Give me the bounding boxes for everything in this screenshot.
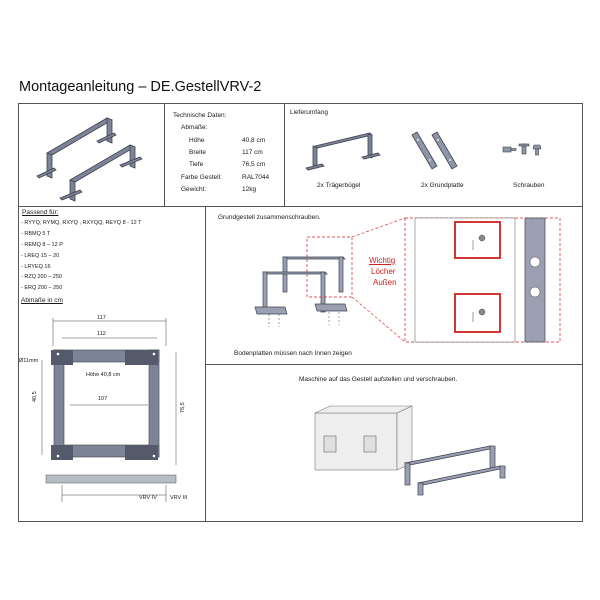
fits-model-3: - REMQ 8 – 12 P: [21, 242, 63, 248]
tech-weight-label: Gewicht:: [181, 186, 207, 193]
document-title: Montageanleitung – DE.GestellVRV-2: [19, 79, 262, 95]
base-plate-image: [408, 130, 463, 172]
dim-outer-width: 117: [97, 315, 106, 321]
tech-width-label: Breite: [189, 149, 206, 156]
assembly-note: Bodenplatten müssen nach Innen zeigen: [234, 350, 352, 357]
assembly-heading: Grundgestell zusammenschrauben.: [218, 214, 321, 221]
fits-model-2: - RBMQ 5 T: [21, 231, 51, 237]
tech-width-value: 117 cm: [242, 149, 263, 156]
warning-outside: Außen: [373, 278, 397, 287]
fits-model-6: - RZQ 200 – 250: [21, 274, 62, 280]
dimension-drawing: [18, 310, 205, 515]
col-divider-top-1: [164, 103, 165, 206]
row-divider-right: [205, 364, 583, 365]
scope-item-bracket: 2x Trägerbügel: [317, 182, 361, 189]
tech-depth-label: Tiefe: [189, 161, 204, 168]
final-heading: Maschine auf das Gestell aufstellen und verschrauben.: [299, 376, 458, 383]
fits-model-5: - LRYEQ 16: [21, 264, 51, 270]
tech-color-label: Farbe Gestell:: [181, 174, 222, 181]
dim-right-height: 76,5: [180, 402, 186, 413]
dim-left-height: 40,5: [32, 391, 38, 402]
dim-mid-width: 107: [98, 396, 108, 402]
fits-dims-heading: Abmaße in cm: [21, 297, 63, 304]
fits-model-1: - RYYQ, RYMQ, RXYQ , RXYQQ, REYQ 8 - 12 T: [21, 220, 142, 226]
scope-heading: Lieferumfang: [290, 109, 328, 116]
scope-item-plate: 2x Grundplatte: [421, 182, 464, 189]
fits-model-4: - LREQ 15 – 20: [21, 253, 60, 259]
row-divider-1: [18, 206, 583, 207]
scope-item-screws: Schrauben: [513, 182, 545, 189]
dim-hole: Ø11mm: [19, 358, 39, 364]
tech-color-value: RAL7044: [242, 174, 270, 181]
tech-dims-heading: Abmaße:: [181, 124, 208, 131]
assembly-illustration: [225, 232, 585, 347]
label-vrv3: VRV III: [170, 495, 188, 501]
machine-on-frame-illustration: [300, 388, 530, 503]
warning-holes: Löcher: [371, 267, 396, 276]
tech-height-value: 40,8 cm: [242, 137, 266, 144]
dim-height-note: Höhe 40,8 cm: [86, 372, 121, 378]
frame-isometric-image: [22, 108, 162, 203]
tech-height-label: Höhe: [189, 137, 205, 144]
fits-model-7: - ERQ 200 – 250: [21, 285, 63, 291]
tech-data-heading: Technische Daten:: [173, 112, 227, 119]
screws-image: [500, 140, 545, 158]
warning-important: Wichtig: [369, 256, 396, 265]
tech-weight-value: 12kg: [242, 186, 257, 193]
label-vrv4: VRV IV: [139, 495, 157, 501]
dim-inner-width: 112: [97, 331, 106, 337]
tech-depth-value: 76,5 cm: [242, 161, 266, 168]
col-divider-top-2: [284, 103, 285, 206]
carrier-bracket-image: [300, 128, 385, 173]
fits-heading: Passend für:: [22, 209, 59, 216]
